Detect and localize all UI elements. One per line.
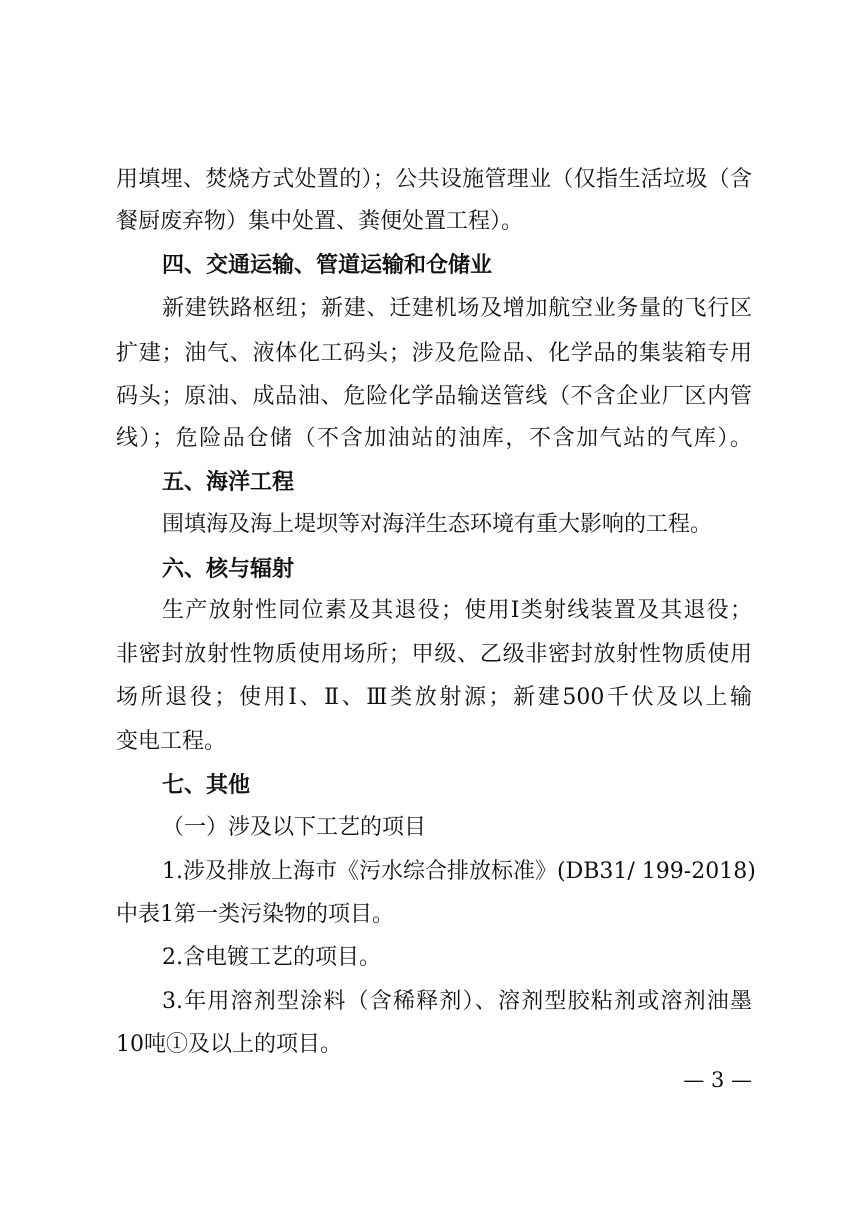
section-heading-4: 四、交通运输、管道运输和仓储业 [162,252,493,278]
section-heading-7: 七、其他 [162,772,251,798]
list-item: 3.年用溶剂型涂料（含稀释剂）、溶剂型胶粘剂或溶剂油墨 [162,989,752,1014]
list-item: 1.涉及排放上海市《污水综合排放标准》(DB31/ 199-2018) [162,859,756,884]
paragraph-line: 扩建；油气、液体化工码头；涉及危险品、化学品的集装箱专用 [116,341,752,366]
paragraph-line: 用填埋、焚烧方式处置的）；公共设施管理业（仅指生活垃圾（含 [116,167,752,192]
paragraph-line: 新建铁路枢纽；新建、迁建机场及增加航空业务量的飞行区 [162,296,752,321]
paragraph-line: 生产放射性同位素及其退役；使用Ⅰ类射线装置及其退役； [162,598,752,623]
paragraph-line: 线）；危险品仓储（不含加油站的油库，不含加气站的气库）。 [116,426,752,451]
paragraph-line: 非密封放射性物质使用场所；甲级、乙级非密封放射性物质使用 [116,642,752,667]
subsection-heading: （一）涉及以下工艺的项目 [162,815,427,840]
section-heading-6: 六、核与辐射 [162,556,295,582]
paragraph-line: 餐厨废弃物）集中处置、粪便处置工程）。 [116,209,524,234]
paragraph-line: 变电工程。 [116,729,227,754]
paragraph-line: 10吨①及以上的项目。 [116,1032,342,1057]
list-item: 2.含电镀工艺的项目。 [162,945,381,970]
page-number: — 3 — [683,1068,752,1092]
paragraph-line: 码头；原油、成品油、危险化学品输送管线（不含企业厂区内管 [116,384,752,409]
section-heading-5: 五、海洋工程 [162,469,295,495]
paragraph-line: 围填海及海上堤坝等对海洋生态环境有重大影响的工程。 [162,512,713,537]
paragraph-line: 中表1第一类污染物的项目。 [116,902,394,927]
paragraph-line: 场所退役；使用Ⅰ、Ⅱ、Ⅲ类放射源；新建500千伏及以上输 [116,685,752,710]
